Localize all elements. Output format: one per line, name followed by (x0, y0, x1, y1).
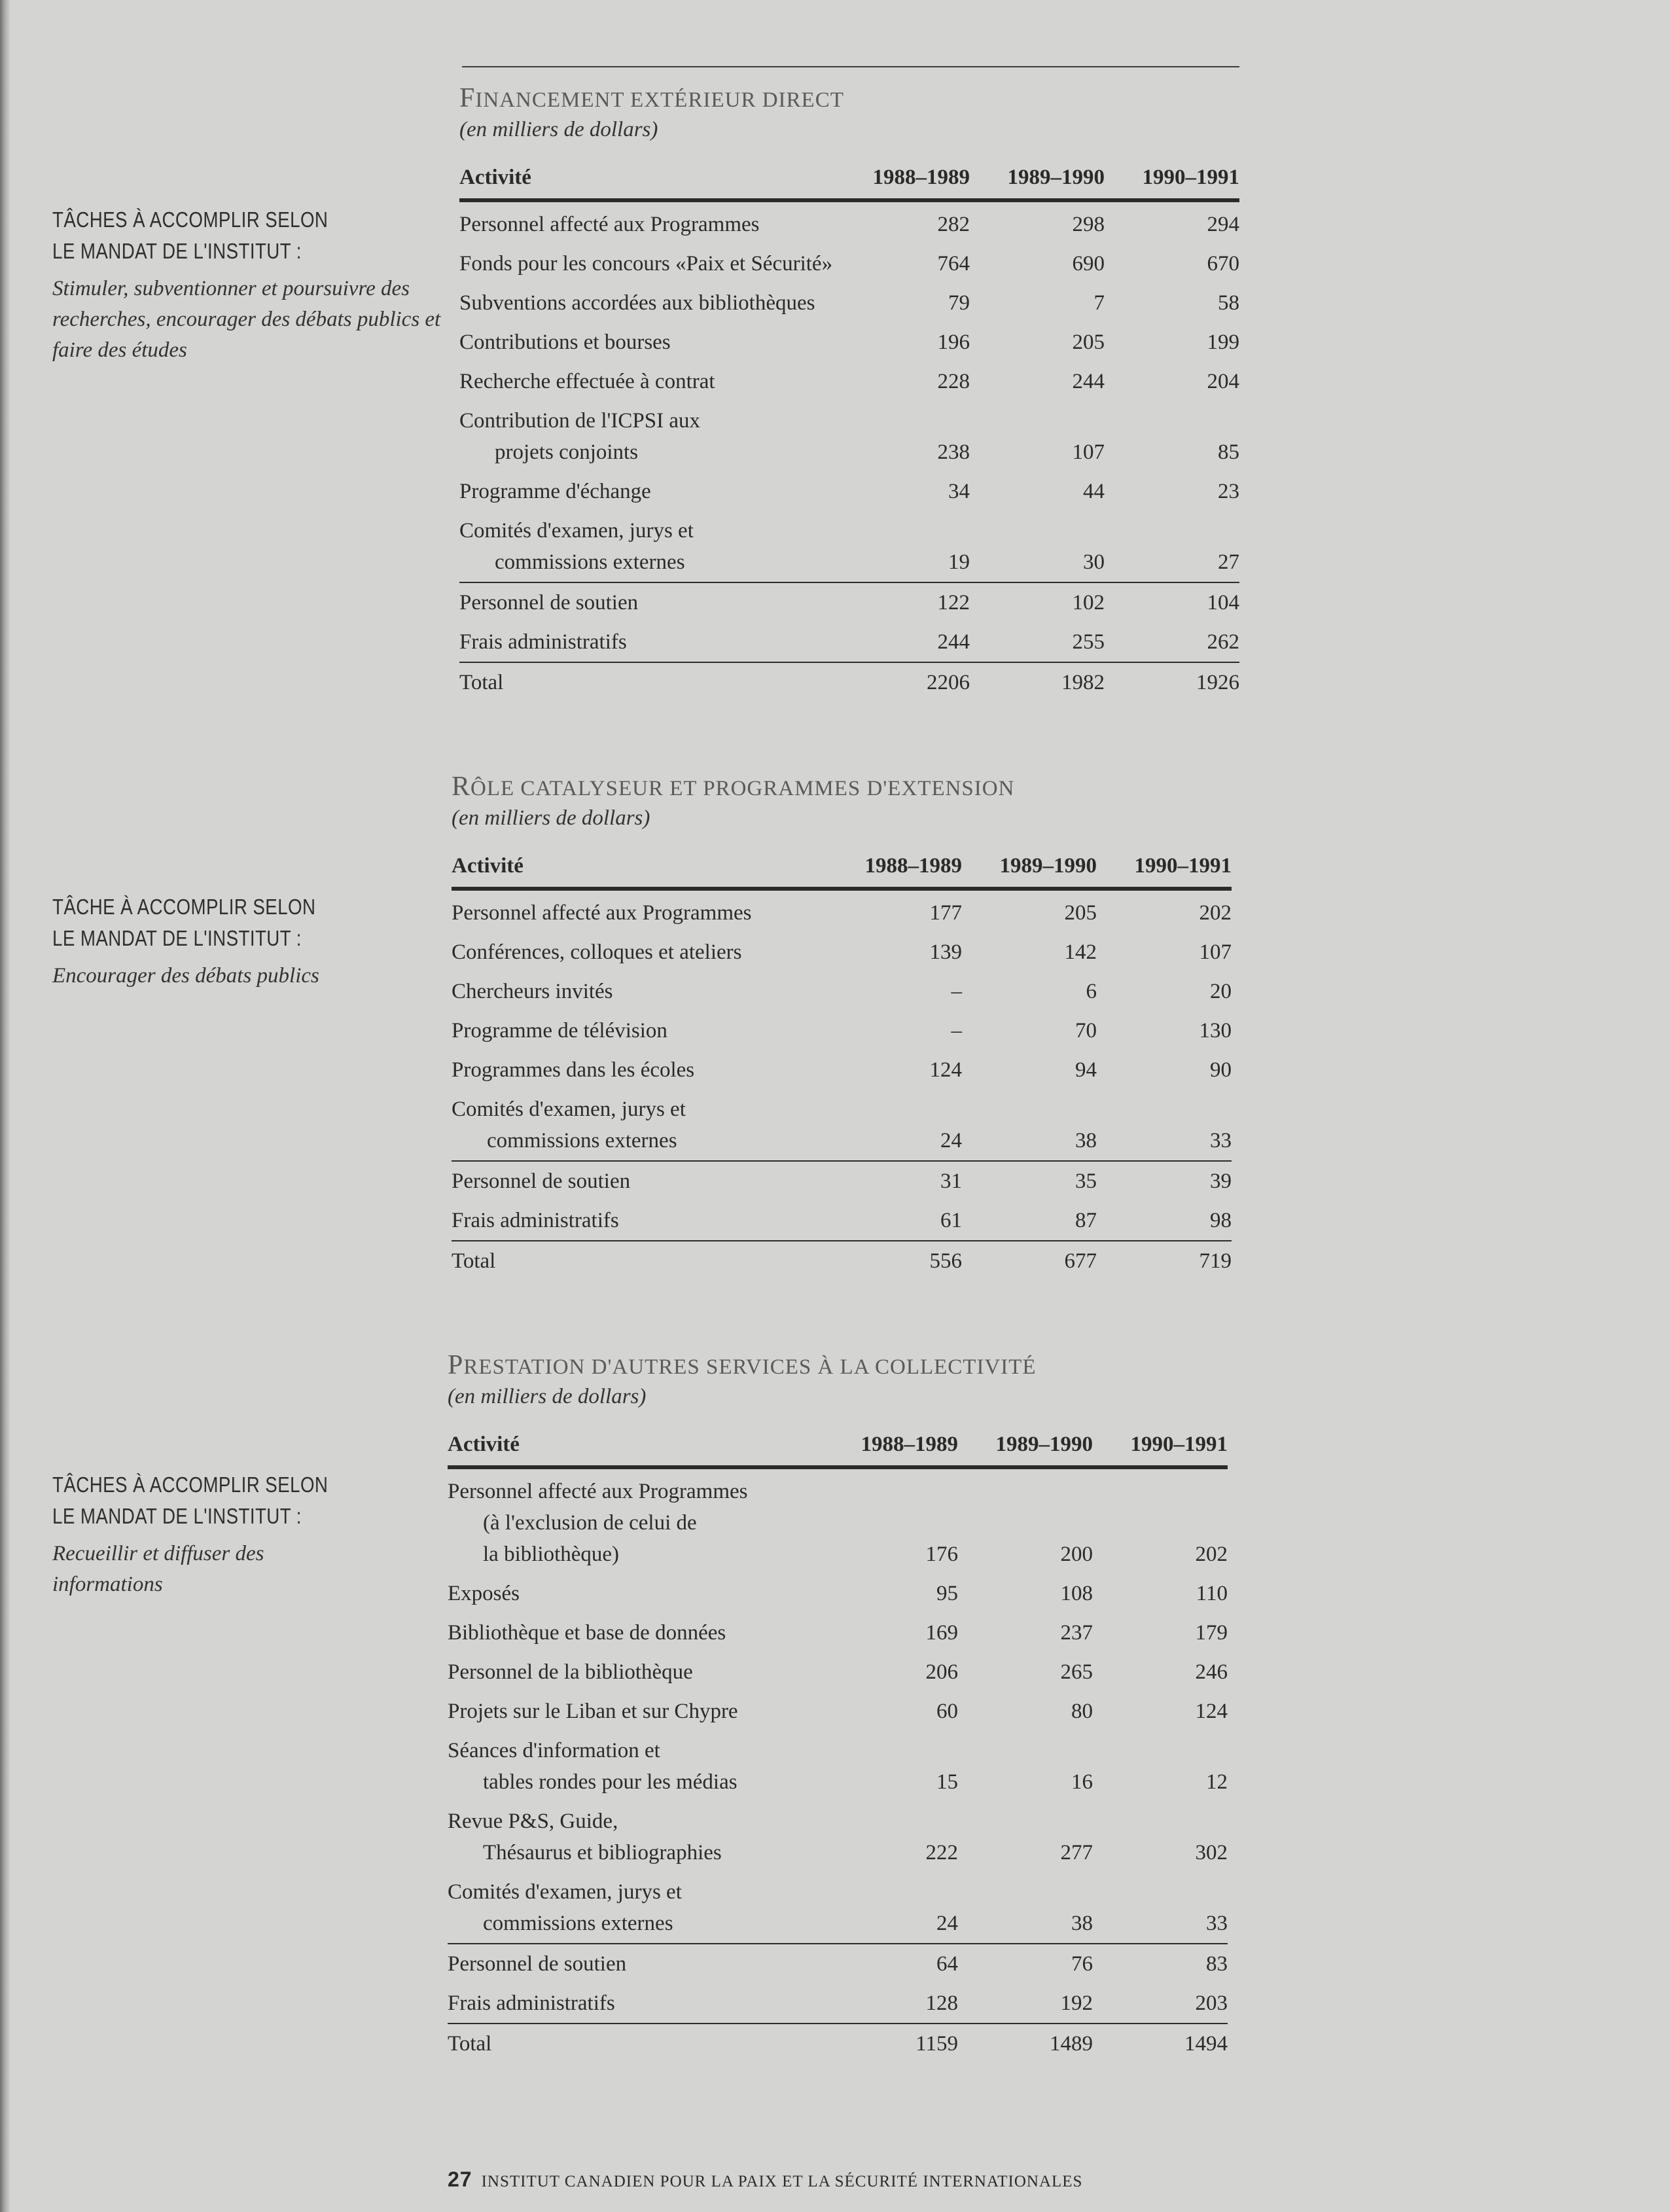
header-year-1: 1988–1989 (872, 166, 970, 189)
cell-1990: 1926 (1196, 671, 1239, 694)
cell-1988: 24 (940, 1129, 962, 1152)
row-label: Total (452, 1249, 496, 1273)
header-year-2: 1989–1990 (995, 1433, 1093, 1456)
table-row-total (452, 1245, 1232, 1277)
cell-1988: 60 (936, 1700, 958, 1723)
cell-1990: 199 (1207, 330, 1239, 354)
row-label-line1: Comités d'examen, jurys et (459, 519, 694, 543)
cell-1989: 277 (1060, 1841, 1093, 1864)
table-row (448, 1476, 1228, 1570)
table-row (452, 1015, 1232, 1046)
cell-1989: 200 (1060, 1543, 1093, 1566)
row-label: Chercheurs invités (452, 980, 613, 1003)
header-year-2: 1989–1990 (999, 854, 1097, 878)
cell-1989: 205 (1072, 330, 1105, 354)
cell-1988: 238 (937, 440, 970, 464)
sidebar-description: Stimuler, subventionner et poursuivre des recherches, encourager des débats publics et faire des études (52, 277, 441, 362)
title-rest: INANCEMENT EXTÉRIEUR DIRECT (475, 88, 844, 112)
cell-1990: 98 (1210, 1209, 1232, 1232)
table-row (459, 515, 1239, 578)
cell-1989: 38 (1071, 1912, 1093, 1935)
cell-1988: 122 (937, 591, 970, 615)
sidebar-caption-line1: TÂCHES À ACCOMPLIR SELON (52, 1472, 329, 1497)
cell-1990: 670 (1207, 252, 1239, 276)
sidebar-caption-line2: LE MANDAT DE L'INSTITUT : (52, 926, 302, 950)
row-label: Personnel de soutien (459, 591, 639, 615)
cell-1989: 192 (1060, 1991, 1093, 2015)
row-label: Total (448, 2032, 492, 2056)
table-row (452, 1054, 1232, 1086)
row-label: Frais administratifs (459, 630, 627, 654)
cell-1989: 7 (1093, 291, 1105, 315)
cell-1989: 94 (1075, 1058, 1097, 1082)
cell-1990: 1494 (1184, 2032, 1228, 2056)
table-section-role-catalyseur (452, 771, 1232, 1277)
row-label: Personnel de la bibliothèque (448, 1660, 693, 1684)
row-label-line2: commissions externes (495, 550, 685, 574)
row-label: Programme d'échange (459, 480, 651, 503)
table-divider (459, 662, 1239, 663)
data-table (452, 849, 1232, 1277)
page-edge-shadow (0, 0, 10, 2212)
cell-1988: 764 (937, 252, 970, 276)
cell-1990: 58 (1218, 291, 1239, 315)
cell-1988: 19 (948, 550, 970, 574)
cell-1988: 61 (940, 1209, 962, 1232)
row-label: Recherche effectuée à contrat (459, 370, 715, 393)
row-label: Frais administratifs (448, 1991, 615, 2015)
row-label-line2: tables rondes pour les médias (483, 1770, 737, 1794)
cell-1990: 202 (1195, 1543, 1228, 1566)
cell-1989: 16 (1071, 1770, 1093, 1794)
cell-1990: 179 (1195, 1621, 1228, 1645)
cell-1989: 237 (1060, 1621, 1093, 1645)
sidebar-caption-line1: TÂCHES À ACCOMPLIR SELON (52, 207, 329, 232)
row-label-line1: Comités d'examen, jurys et (452, 1097, 686, 1121)
section-unit: (en milliers de dollars) (452, 806, 650, 830)
row-label: Personnel affecté aux Programmes (452, 901, 752, 925)
cell-1988: – (951, 980, 962, 1003)
table-row (459, 476, 1239, 507)
header-year-3: 1990–1991 (1134, 854, 1232, 878)
cell-1988: 24 (936, 1912, 958, 1935)
cell-1988: 31 (940, 1169, 962, 1193)
footer-text: INSTITUT CANADIEN POUR LA PAIX ET LA SÉCURITÉ INTERNATIONALES (481, 2173, 1083, 2190)
data-table (459, 160, 1239, 698)
cell-1988: 228 (937, 370, 970, 393)
section-title (452, 771, 1232, 804)
row-label: Total (459, 671, 504, 694)
title-initial: R (452, 772, 471, 802)
sidebar-description: Encourager des débats publics (52, 964, 319, 988)
table-row (459, 327, 1239, 358)
cell-1988: 196 (937, 330, 970, 354)
row-label: Contributions et bourses (459, 330, 671, 354)
row-label: Subventions accordées aux bibliothèques (459, 291, 815, 315)
row-label-line2: commissions externes (483, 1912, 673, 1935)
cell-1989: 35 (1075, 1169, 1097, 1193)
cell-1990: 204 (1207, 370, 1239, 393)
cell-1988: 222 (925, 1841, 958, 1864)
cell-1988: – (951, 1019, 962, 1043)
header-year-1: 1988–1989 (864, 854, 962, 878)
sidebar-note-1 (52, 204, 445, 366)
header-year-3: 1990–1991 (1130, 1433, 1228, 1456)
cell-1988: 282 (937, 213, 970, 236)
cell-1988: 177 (929, 901, 962, 925)
table-row (459, 287, 1239, 319)
row-label: Bibliothèque et base de données (448, 1621, 726, 1645)
cell-1989: 1982 (1061, 671, 1105, 694)
row-label: Projets sur le Liban et sur Chypre (448, 1700, 738, 1723)
row-label-line2: projets conjoints (495, 440, 639, 464)
cell-1990: 107 (1199, 940, 1232, 964)
table-row (452, 937, 1232, 968)
table-row (452, 1166, 1232, 1197)
cell-1990: 302 (1195, 1841, 1228, 1864)
table-row (452, 1205, 1232, 1236)
cell-1989: 205 (1064, 901, 1097, 925)
cell-1990: 20 (1210, 980, 1232, 1003)
cell-1989: 6 (1086, 980, 1097, 1003)
sidebar-note-2 (52, 891, 445, 991)
table-row (448, 1806, 1228, 1868)
cell-1990: 719 (1199, 1249, 1232, 1273)
cell-1990: 130 (1199, 1019, 1232, 1043)
cell-1988: 1159 (915, 2032, 958, 2056)
cell-1988: 124 (929, 1058, 962, 1082)
table-row (448, 1735, 1228, 1798)
table-row (459, 248, 1239, 279)
sidebar-note-3 (52, 1469, 445, 1600)
sidebar-caption-line2: LE MANDAT DE L'INSTITUT : (52, 1504, 302, 1528)
row-label: Conférences, colloques et ateliers (452, 940, 742, 964)
title-rest: RESTATION D'AUTRES SERVICES À LA COLLECTIVITÉ (463, 1355, 1037, 1379)
table-header (452, 849, 1232, 891)
cell-1989: 44 (1083, 480, 1105, 503)
cell-1989: 142 (1064, 940, 1097, 964)
title-rest: ÔLE CATALYSEUR ET PROGRAMMES D'EXTENSION (471, 777, 1015, 800)
table-row-total (459, 667, 1239, 698)
table-row (448, 1876, 1228, 1939)
title-initial: F (459, 83, 476, 113)
header-activite: Activité (459, 166, 531, 189)
cell-1989: 108 (1060, 1582, 1093, 1605)
row-label: Personnel de soutien (452, 1169, 631, 1193)
table-row (448, 1578, 1228, 1609)
cell-1989: 76 (1071, 1952, 1093, 1976)
header-year-2: 1989–1990 (1007, 166, 1105, 189)
row-label-line1: Revue P&S, Guide, (448, 1810, 618, 1833)
table-header (459, 160, 1239, 202)
cell-1990: 27 (1218, 550, 1239, 574)
cell-1988: 95 (936, 1582, 958, 1605)
row-label-line3: la bibliothèque) (483, 1543, 620, 1566)
table-row (459, 405, 1239, 468)
table-row-total (448, 2028, 1228, 2060)
table-row (459, 366, 1239, 397)
header-activite: Activité (448, 1433, 520, 1456)
cell-1988: 64 (936, 1952, 958, 1976)
cell-1989: 38 (1075, 1129, 1097, 1152)
table-row (452, 897, 1232, 929)
cell-1989: 298 (1072, 213, 1105, 236)
page-footer (448, 2167, 1082, 2192)
row-label-line2: Thésaurus et bibliographies (483, 1841, 722, 1864)
title-initial: P (448, 1350, 464, 1380)
cell-1988: 2206 (927, 671, 970, 694)
cell-1989: 690 (1072, 252, 1105, 276)
table-section-financement (459, 82, 1239, 698)
cell-1989: 87 (1075, 1209, 1097, 1232)
table-row (452, 1094, 1232, 1156)
table-row (448, 1696, 1228, 1727)
row-label: Frais administratifs (452, 1209, 619, 1232)
row-label: Personnel affecté aux Programmes (459, 213, 760, 236)
cell-1990: 110 (1196, 1582, 1228, 1605)
cell-1988: 34 (948, 480, 970, 503)
header-year-1: 1988–1989 (861, 1433, 958, 1456)
row-label-line2: (à l'exclusion de celui de (483, 1511, 697, 1535)
cell-1990: 23 (1218, 480, 1239, 503)
cell-1990: 33 (1210, 1129, 1232, 1152)
cell-1990: 262 (1207, 630, 1239, 654)
cell-1990: 83 (1206, 1952, 1228, 1976)
cell-1990: 90 (1210, 1058, 1232, 1082)
section-unit: (en milliers de dollars) (459, 118, 658, 141)
cell-1989: 80 (1071, 1700, 1093, 1723)
page-number: 27 (448, 2167, 472, 2191)
row-label-line1: Comités d'examen, jurys et (448, 1880, 682, 1904)
row-label: Fonds pour les concours «Paix et Sécurité» (459, 252, 833, 276)
table-divider (448, 1943, 1228, 1944)
cell-1988: 244 (937, 630, 970, 654)
cell-1990: 104 (1207, 591, 1239, 615)
cell-1989: 102 (1072, 591, 1105, 615)
cell-1989: 255 (1072, 630, 1105, 654)
cell-1988: 556 (929, 1249, 962, 1273)
table-header (448, 1427, 1228, 1469)
cell-1990: 85 (1218, 440, 1239, 464)
cell-1989: 70 (1075, 1019, 1097, 1043)
section-title (448, 1349, 1228, 1383)
table-row (459, 209, 1239, 240)
row-label: Exposés (448, 1582, 520, 1605)
table-row (448, 1656, 1228, 1688)
table-section-prestation (448, 1349, 1228, 2060)
table-row (448, 1988, 1228, 2019)
header-activite: Activité (452, 854, 524, 878)
cell-1990: 39 (1210, 1169, 1232, 1193)
row-label-line1: Personnel affecté aux Programmes (448, 1480, 748, 1503)
cell-1990: 33 (1206, 1912, 1228, 1935)
cell-1990: 246 (1195, 1660, 1228, 1684)
cell-1988: 15 (936, 1770, 958, 1794)
table-row (459, 587, 1239, 618)
data-table (448, 1427, 1228, 2060)
cell-1990: 124 (1195, 1700, 1228, 1723)
table-divider (448, 2023, 1228, 2024)
table-row (448, 1948, 1228, 1980)
sidebar-description: Recueillir et diffuser des informations (52, 1542, 264, 1596)
row-label-line2: commissions externes (487, 1129, 677, 1152)
row-label: Programme de télévision (452, 1019, 667, 1043)
table-row (448, 1617, 1228, 1649)
row-label-line1: Contribution de l'ICPSI aux (459, 409, 701, 433)
cell-1988: 169 (925, 1621, 958, 1645)
table-row (452, 976, 1232, 1007)
cell-1990: 12 (1206, 1770, 1228, 1794)
row-label: Programmes dans les écoles (452, 1058, 695, 1082)
cell-1988: 128 (925, 1991, 958, 2015)
cell-1989: 244 (1072, 370, 1105, 393)
sidebar-caption-line2: LE MANDAT DE L'INSTITUT : (52, 239, 302, 263)
cell-1988: 139 (929, 940, 962, 964)
table-divider (452, 1160, 1232, 1162)
cell-1990: 203 (1195, 1991, 1228, 2015)
header-year-3: 1990–1991 (1142, 166, 1239, 189)
table-divider (459, 582, 1239, 583)
cell-1990: 294 (1207, 213, 1239, 236)
table-divider (452, 1240, 1232, 1241)
cell-1989: 677 (1064, 1249, 1097, 1273)
section-title (459, 82, 1239, 116)
cell-1988: 176 (925, 1543, 958, 1566)
cell-1988: 79 (948, 291, 970, 315)
table-row (459, 626, 1239, 658)
row-label: Personnel de soutien (448, 1952, 627, 1976)
cell-1990: 202 (1199, 901, 1232, 925)
cell-1989: 265 (1060, 1660, 1093, 1684)
row-label-line1: Séances d'information et (448, 1739, 660, 1762)
cell-1989: 1489 (1050, 2032, 1093, 2056)
section-unit: (en milliers de dollars) (448, 1385, 647, 1408)
cell-1988: 206 (925, 1660, 958, 1684)
cell-1989: 30 (1083, 550, 1105, 574)
top-rule (462, 66, 1239, 67)
sidebar-caption-line1: TÂCHE À ACCOMPLIR SELON (52, 895, 316, 919)
cell-1989: 107 (1072, 440, 1105, 464)
